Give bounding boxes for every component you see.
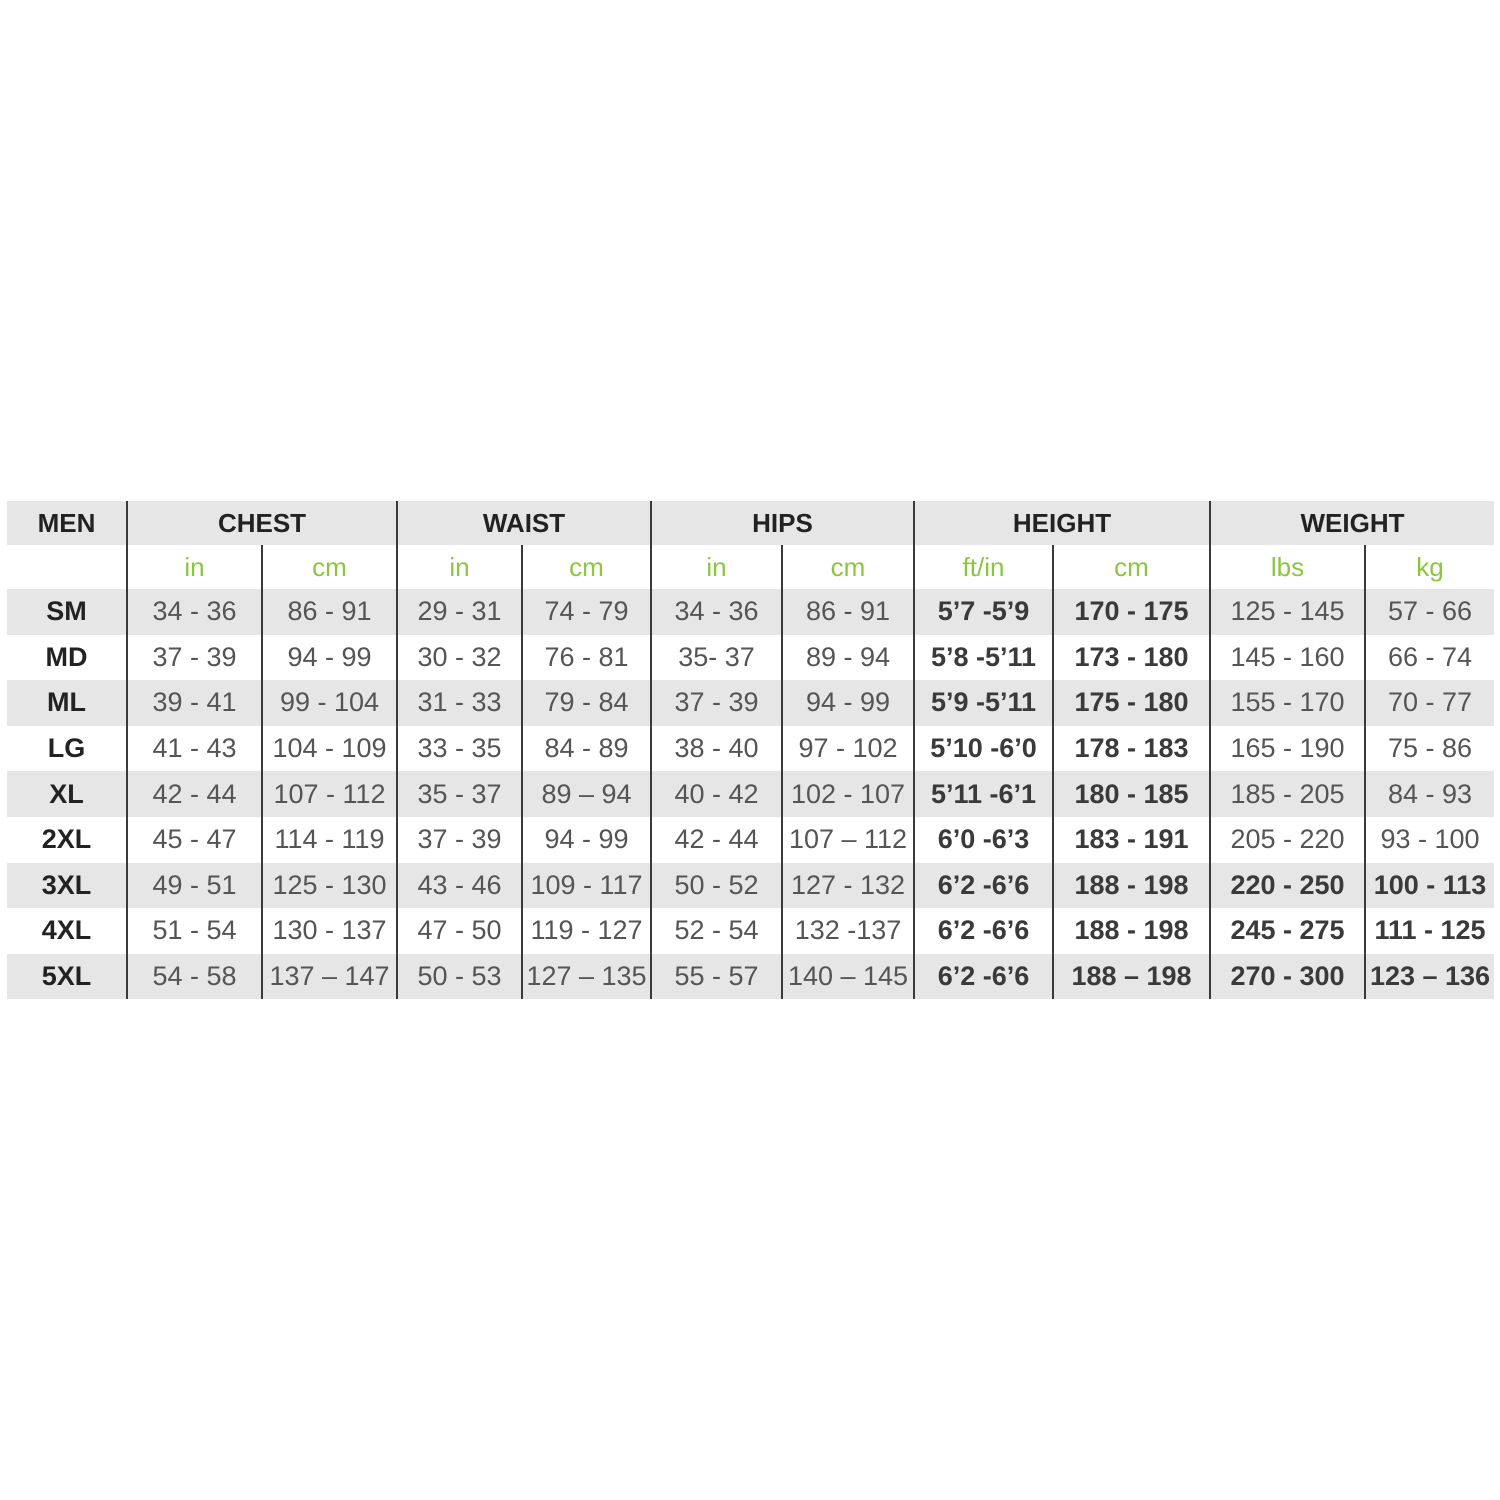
cell-hips-cm: 127 - 132 [782,863,914,909]
cell-weight-kg: 93 - 100 [1365,817,1494,863]
cell-hips-cm: 94 - 99 [782,680,914,726]
cell-waist-in: 35 - 37 [397,771,522,817]
size-label: 4XL [41,915,92,946]
size-label: MD [45,641,88,672]
cell-weight-kg: 70 - 77 [1365,680,1494,726]
cell-height-cm: 188 - 198 [1053,908,1210,954]
cell-chest-cm: 99 - 104 [262,680,397,726]
size-label: LG [47,733,86,764]
size-label: 5XL [7,954,127,1000]
cell-height-cm: 183 - 191 [1053,817,1210,863]
cell-chest-cm: 94 - 99 [262,635,397,681]
table-row [7,680,1494,726]
cell-waist-in: 47 - 50 [397,908,522,954]
group-header-weight: WEIGHT [1210,501,1494,545]
cell-chest-cm: 125 - 130 [262,863,397,909]
cell-hips-in: 40 - 42 [651,771,782,817]
group-header-waist: WAIST [397,501,651,545]
unit-hips-cm: cm [782,545,914,589]
cell-chest-in: 37 - 39 [127,635,262,681]
cell-waist-in: 29 - 31 [397,589,522,635]
cell-weight-lbs: 245 - 275 [1210,908,1365,954]
cell-hips-cm: 132 -137 [782,908,914,954]
group-header-hips: HIPS [651,501,914,545]
cell-chest-cm: 137 – 147 [262,954,397,1000]
cell-weight-lbs: 125 - 145 [1210,589,1365,635]
cell-hips-in: 35- 37 [651,635,782,681]
cell-weight-kg: 57 - 66 [1365,589,1494,635]
cell-hips-in: 50 - 52 [651,863,782,909]
cell-weight-lbs: 155 - 170 [1210,680,1365,726]
cell-height-cm: 180 - 185 [1053,771,1210,817]
cell-chest-in: 34 - 36 [127,589,262,635]
group-header-row [7,501,1494,545]
cell-hips-cm: 86 - 91 [782,589,914,635]
cell-weight-lbs: 205 - 220 [1210,817,1365,863]
cell-waist-cm: 76 - 81 [522,635,651,681]
cell-waist-cm: 109 - 117 [522,863,651,909]
cell-waist-cm: 94 - 99 [522,817,651,863]
cell-waist-cm: 79 - 84 [522,680,651,726]
cell-hips-cm: 140 – 145 [782,954,914,1000]
unit-height-ftin: ft/in [914,545,1053,589]
cell-height-ftin: 5’11 -6’1 [914,771,1053,817]
cell-waist-cm: 119 - 127 [522,908,651,954]
table-row [7,954,1494,1000]
size-label: XL [7,771,127,817]
table-row [7,635,1494,681]
cell-chest-cm: 86 - 91 [262,589,397,635]
corner-label: MEN [7,501,127,545]
size-chart-table [7,501,1494,999]
table-row [7,817,1494,863]
unit-weight-kg: kg [1365,545,1494,589]
cell-waist-in: 31 - 33 [397,680,522,726]
table-row [7,726,1494,772]
cell-height-cm: 188 - 198 [1053,863,1210,909]
size-label: 2XL [41,824,92,855]
cell-height-ftin: 6’2 -6’6 [914,863,1053,909]
cell-weight-kg: 84 - 93 [1365,771,1494,817]
cell-height-cm: 188 – 198 [1053,954,1210,1000]
size-label: ML [7,680,127,726]
cell-height-ftin: 5’9 -5’11 [914,680,1053,726]
cell-weight-lbs: 185 - 205 [1210,771,1365,817]
cell-waist-in: 30 - 32 [397,635,522,681]
cell-hips-in: 52 - 54 [651,908,782,954]
cell-waist-cm: 74 - 79 [522,589,651,635]
table-row [7,771,1494,817]
group-header-chest: CHEST [127,501,397,545]
cell-chest-in: 39 - 41 [127,680,262,726]
unit-chest-cm: cm [262,545,397,589]
unit-corner-empty [7,545,127,589]
cell-hips-in: 42 - 44 [651,817,782,863]
unit-hips-in: in [651,545,782,589]
cell-weight-lbs: 165 - 190 [1210,726,1365,772]
group-header-height: HEIGHT [914,501,1210,545]
table-row [7,589,1494,635]
cell-chest-in: 41 - 43 [127,726,262,772]
cell-weight-lbs: 220 - 250 [1210,863,1365,909]
cell-hips-in: 55 - 57 [651,954,782,1000]
cell-weight-lbs: 145 - 160 [1210,635,1365,681]
size-rows [7,589,1494,999]
cell-hips-cm: 89 - 94 [782,635,914,681]
cell-hips-cm: 102 - 107 [782,771,914,817]
unit-header-row [7,545,1494,589]
cell-chest-in: 49 - 51 [127,863,262,909]
cell-height-cm: 178 - 183 [1053,726,1210,772]
cell-height-ftin: 5’8 -5’11 [914,635,1053,681]
cell-height-ftin: 5’7 -5’9 [914,589,1053,635]
cell-chest-in: 45 - 47 [127,817,262,863]
cell-height-cm: 173 - 180 [1053,635,1210,681]
cell-height-ftin: 6’2 -6’6 [914,908,1053,954]
cell-waist-in: 43 - 46 [397,863,522,909]
cell-chest-in: 42 - 44 [127,771,262,817]
cell-height-ftin: 6’0 -6’3 [914,817,1053,863]
cell-weight-kg: 100 - 113 [1365,863,1494,909]
cell-waist-cm: 89 – 94 [522,771,651,817]
cell-hips-in: 38 - 40 [651,726,782,772]
cell-chest-cm: 114 - 119 [262,817,397,863]
cell-chest-cm: 130 - 137 [262,908,397,954]
cell-chest-in: 54 - 58 [127,954,262,1000]
cell-chest-cm: 107 - 112 [262,771,397,817]
cell-waist-in: 37 - 39 [397,817,522,863]
cell-waist-in: 50 - 53 [397,954,522,1000]
cell-chest-cm: 104 - 109 [262,726,397,772]
cell-waist-cm: 127 – 135 [522,954,651,1000]
cell-hips-in: 34 - 36 [651,589,782,635]
table-row [7,863,1494,909]
cell-chest-in: 51 - 54 [127,908,262,954]
cell-waist-in: 33 - 35 [397,726,522,772]
unit-height-cm: cm [1053,545,1210,589]
cell-hips-in: 37 - 39 [651,680,782,726]
unit-chest-in: in [127,545,262,589]
cell-height-cm: 175 - 180 [1053,680,1210,726]
cell-hips-cm: 97 - 102 [782,726,914,772]
cell-height-ftin: 5’10 -6’0 [914,726,1053,772]
size-label: 3XL [7,863,127,909]
cell-weight-kg: 66 - 74 [1365,635,1494,681]
cell-hips-cm: 107 – 112 [782,817,914,863]
cell-waist-cm: 84 - 89 [522,726,651,772]
cell-weight-kg: 75 - 86 [1365,726,1494,772]
table-row [7,908,1494,954]
cell-height-cm: 170 - 175 [1053,589,1210,635]
cell-weight-kg: 111 - 125 [1365,908,1494,954]
size-label: SM [7,589,127,635]
unit-waist-in: in [397,545,522,589]
unit-weight-lbs: lbs [1210,545,1365,589]
cell-weight-lbs: 270 - 300 [1210,954,1365,1000]
cell-height-ftin: 6’2 -6’6 [914,954,1053,1000]
unit-waist-cm: cm [522,545,651,589]
cell-weight-kg: 123 – 136 [1365,954,1494,1000]
